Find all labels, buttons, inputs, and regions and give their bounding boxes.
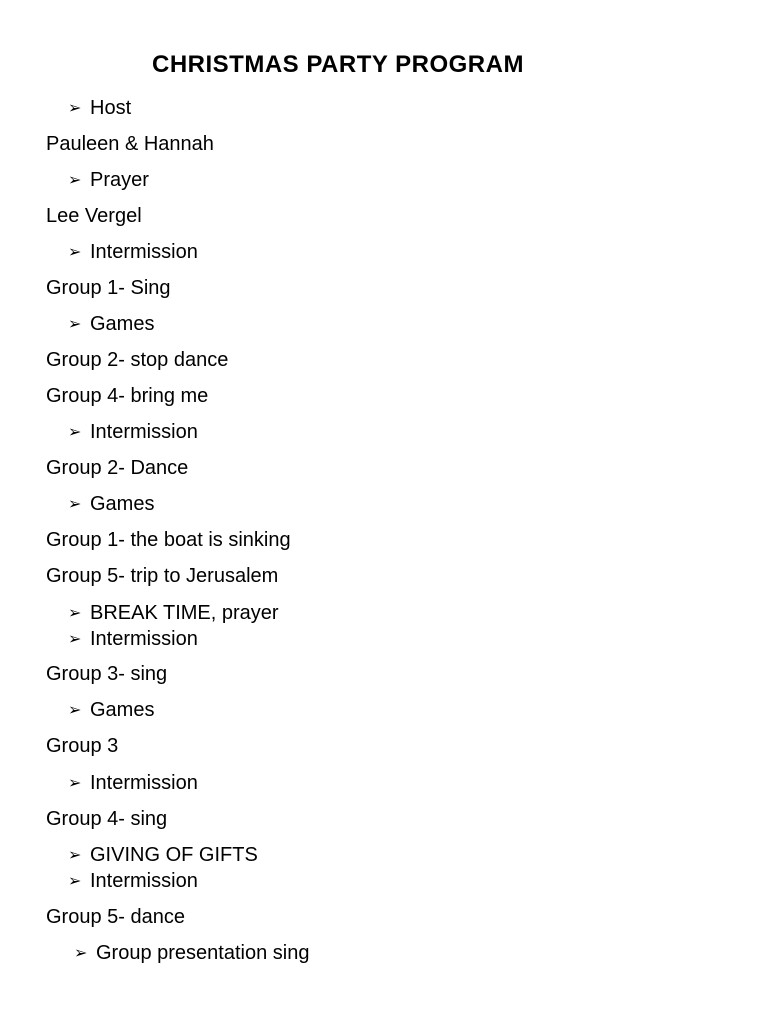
program-item [68, 771, 198, 795]
program-detail: Group 3- sing [46, 663, 168, 685]
program-item-label: Prayer [90, 169, 149, 191]
program-item [74, 941, 309, 965]
program-item [68, 312, 154, 336]
program-item-label: Intermission [90, 772, 198, 794]
program-detail: Group 2- Dance [46, 457, 189, 479]
program-detail: Group 1- Sing [46, 277, 171, 299]
arrowhead-right-icon: ➢ [68, 871, 82, 890]
arrowhead-right-icon: ➢ [68, 98, 82, 117]
program-detail: Group 2- stop dance [46, 349, 229, 371]
program-item [68, 420, 198, 444]
program-item [68, 168, 149, 192]
arrowhead-right-icon: ➢ [68, 700, 82, 719]
page-title: CHRISTMAS PARTY PROGRAM [152, 51, 524, 78]
program-item-label: Intermission [90, 628, 198, 650]
arrowhead-right-icon: ➢ [68, 242, 82, 261]
arrowhead-right-icon: ➢ [68, 494, 82, 513]
program-item [68, 627, 198, 651]
program-item-label: Host [90, 97, 132, 119]
arrowhead-right-icon: ➢ [68, 170, 82, 189]
program-item [68, 601, 279, 625]
program-item-label: Games [90, 699, 155, 721]
program-detail: Group 4- sing [46, 808, 168, 830]
program-detail: Lee Vergel [46, 205, 142, 227]
arrowhead-right-icon: ➢ [74, 943, 88, 962]
program-detail: Group 5- dance [46, 906, 185, 928]
arrowhead-right-icon: ➢ [68, 629, 82, 648]
program-detail: Group 5- trip to Jerusalem [46, 565, 279, 587]
program-item-label: Games [90, 493, 155, 515]
program-item [68, 492, 154, 516]
arrowhead-right-icon: ➢ [68, 314, 82, 333]
program-item-label: Intermission [90, 870, 198, 892]
program-item [68, 240, 198, 264]
arrowhead-right-icon: ➢ [68, 422, 82, 441]
program-item [68, 96, 131, 120]
arrowhead-right-icon: ➢ [68, 845, 82, 864]
arrowhead-right-icon: ➢ [68, 773, 82, 792]
program-detail: Group 3 [46, 735, 119, 757]
program-item-label: GIVING OF GIFTS [90, 844, 258, 866]
program-detail: Group 1- the boat is sinking [46, 529, 291, 551]
arrowhead-right-icon: ➢ [68, 603, 82, 622]
program-item [68, 698, 154, 722]
program-item-label: Intermission [90, 421, 198, 443]
program-item-label: BREAK TIME, prayer [90, 602, 279, 624]
program-detail: Group 4- bring me [46, 385, 209, 407]
program-item-label: Games [90, 313, 155, 335]
program-detail: Pauleen & Hannah [46, 133, 214, 155]
program-item-label: Intermission [90, 241, 198, 263]
program-item [68, 843, 258, 867]
program-item-label: Group presentation sing [96, 942, 310, 964]
program-item [68, 869, 198, 893]
